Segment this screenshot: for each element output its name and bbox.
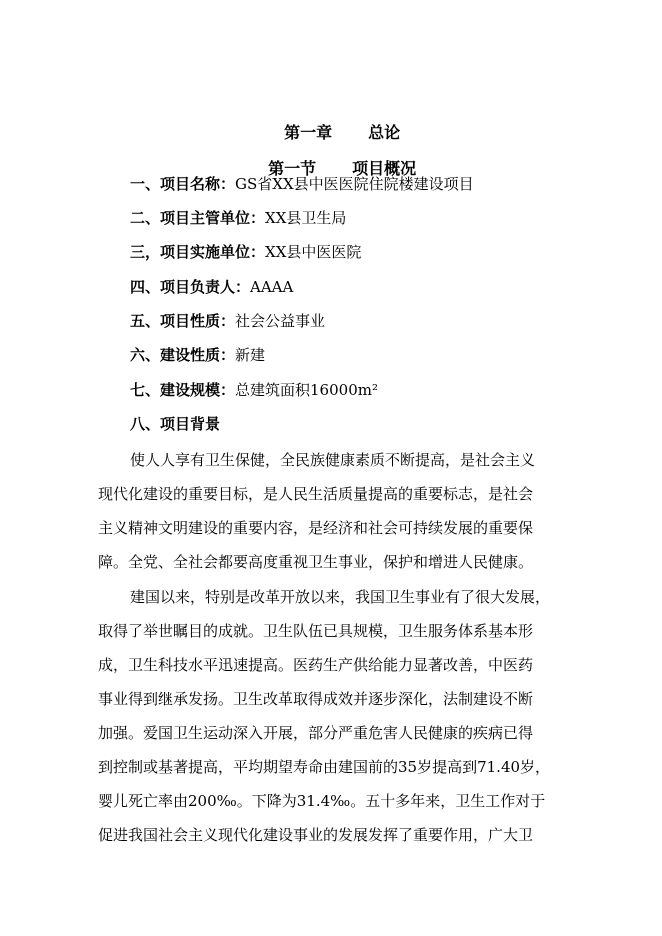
paragraph-line: 加强。爱国卫生运动深入开展，部分严重危害人民健康的疾病已得 bbox=[98, 724, 534, 742]
paragraph-line: 障。全党、全社会都要高度重视卫生事业，保护和增进人民健康。 bbox=[98, 553, 534, 571]
paragraph-line: 婴儿死亡率由200‰。下降为31.4‰。五十多年来，卫生工作对于 bbox=[98, 792, 546, 810]
implementer-item bbox=[130, 241, 361, 262]
project-name-item bbox=[130, 173, 474, 194]
paragraph-2 bbox=[98, 580, 568, 852]
item-label: 一、项目名称： bbox=[130, 175, 236, 193]
paragraph-line: 使人人享有卫生保健，全民族健康素质不断提高，是社会主义 bbox=[130, 451, 536, 469]
item-label: 二、项目主管单位： bbox=[130, 209, 266, 227]
item-value: AAAA bbox=[250, 278, 294, 296]
item-label: 七、建设规模： bbox=[130, 381, 236, 399]
construction-scale-item bbox=[130, 379, 378, 400]
item-value: 社会公益事业 bbox=[235, 312, 326, 330]
item-label: 三，项目实施单位： bbox=[130, 243, 266, 261]
paragraph-line: 事业得到继承发扬。卫生改革取得成效并逐步深化，法制建设不断 bbox=[98, 690, 534, 708]
paragraph-line: 主义精神文明建设的重要内容，是经济和社会可持续发展的重要保 bbox=[98, 519, 534, 537]
responsible-person-item bbox=[130, 276, 293, 297]
item-value: 新建 bbox=[235, 346, 266, 364]
item-label: 五、项目性质： bbox=[130, 312, 236, 330]
item-label: 八、项目背景 bbox=[130, 415, 221, 433]
paragraph-line: 取得了举世瞩目的成就。卫生队伍已具规模，卫生服务体系基本形 bbox=[98, 622, 534, 640]
item-value: GS省XX县中医医院住院楼建设项目 bbox=[235, 175, 474, 193]
paragraph-line: 促进我国社会主义现代化建设事业的发展发挥了重要作用，广大卫 bbox=[98, 826, 534, 844]
item-value: 总建筑面积16000m² bbox=[235, 381, 378, 399]
construction-nature-item bbox=[130, 344, 265, 365]
paragraph-line: 建国以来，特别是改革开放以来，我国卫生事业有了很大发展， bbox=[130, 588, 551, 606]
chapter-title: 总论 bbox=[368, 123, 401, 142]
chapter-number: 第一章 bbox=[284, 123, 333, 142]
item-label: 六、建设性质： bbox=[130, 346, 236, 364]
paragraph-line: 到控制或基著提高，平均期望寿命由建国前的35岁提高到71.40岁， bbox=[98, 758, 551, 776]
paragraph-line: 现代化建设的重要目标，是人民生活质量提高的重要标志，是社会 bbox=[98, 485, 534, 503]
project-nature-item bbox=[130, 310, 325, 331]
item-value: XX县卫生局 bbox=[265, 209, 347, 227]
section-number: 第一节 bbox=[268, 159, 317, 178]
section-title: 项目概况 bbox=[352, 159, 417, 178]
project-background-heading bbox=[130, 413, 220, 434]
paragraph-line: 成，卫生科技水平迅速提高。医药生产供给能力显著改善，中医药 bbox=[98, 656, 534, 674]
item-value: XX县中医医院 bbox=[265, 243, 362, 261]
paragraph-1 bbox=[98, 443, 568, 579]
supervisor-item bbox=[130, 207, 346, 228]
item-label: 四、项目负责人： bbox=[130, 278, 251, 296]
